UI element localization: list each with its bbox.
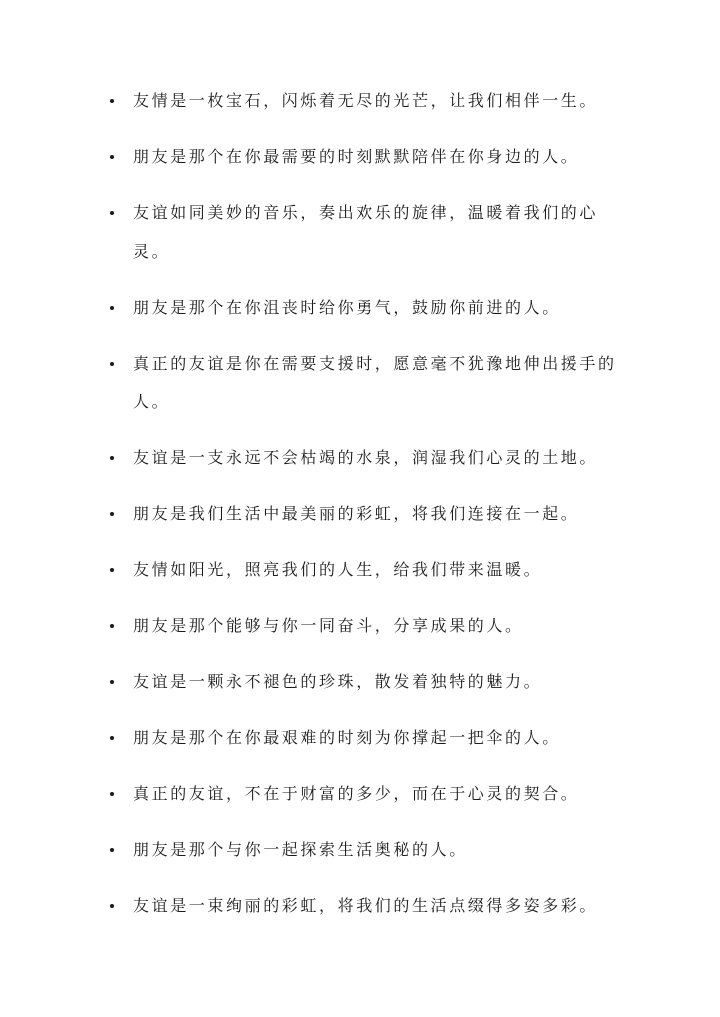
list-item-text: 友谊是一束绚丽的彩虹，将我们的生活点缀得多姿多彩。 <box>133 896 599 915</box>
list-item <box>110 831 630 870</box>
bullet-dot-icon <box>110 568 114 572</box>
bullet-dot-icon <box>110 680 114 684</box>
list-item-text: 友情如阳光，照亮我们的人生，给我们带来温暖。 <box>133 560 543 579</box>
list-item-text: 朋友是那个在你最需要的时刻默默陪伴在你身边的人。 <box>133 147 580 166</box>
list-item <box>110 887 630 926</box>
bullet-dot-icon <box>110 736 114 740</box>
bullet-dot-icon <box>110 211 114 215</box>
list-item-text: 朋友是那个在你最艰难的时刻为你撑起一把伞的人。 <box>133 728 561 747</box>
bullet-dot-icon <box>110 624 114 628</box>
list-item <box>110 663 630 702</box>
bullet-dot-icon <box>110 512 114 516</box>
bullet-dot-icon <box>110 306 114 310</box>
list-item <box>110 439 630 478</box>
bullet-dot-icon <box>110 99 114 103</box>
bullet-dot-icon <box>110 848 114 852</box>
list-item <box>110 607 630 646</box>
list-item-text: 友谊如同美妙的音乐，奏出欢乐的旋律，温暖着我们的心灵。 <box>133 203 599 261</box>
list-item-text: 真正的友谊，不在于财富的多少，而在于心灵的契合。 <box>133 784 580 803</box>
list-item <box>110 194 630 271</box>
list-item-text: 友谊是一颗永不褪色的珍珠，散发着独特的魅力。 <box>133 672 543 691</box>
list-item-text: 朋友是我们生活中最美丽的彩虹，将我们连接在一起。 <box>133 504 580 523</box>
list-item <box>110 719 630 758</box>
bullet-dot-icon <box>110 904 114 908</box>
list-item-text: 朋友是那个在你沮丧时给你勇气，鼓励你前进的人。 <box>133 297 561 317</box>
list-item <box>110 551 630 590</box>
bullet-list <box>110 82 630 943</box>
list-item <box>110 495 630 534</box>
bullet-dot-icon <box>110 362 114 366</box>
list-item-text: 朋友是那个能够与你一同奋斗，分享成果的人。 <box>133 616 524 635</box>
bullet-dot-icon <box>110 792 114 796</box>
bullet-dot-icon <box>110 155 114 159</box>
list-item <box>110 345 630 422</box>
list-item-text: 友谊是一支永远不会枯竭的水泉，润湿我们心灵的土地。 <box>133 448 599 467</box>
list-item <box>110 775 630 814</box>
list-item-text: 朋友是那个与你一起探索生活奥秘的人。 <box>133 840 468 859</box>
list-item <box>110 82 630 121</box>
list-item-text: 真正的友谊是你在需要支援时，愿意毫不犹豫地伸出援手的人。 <box>133 353 617 411</box>
bullet-dot-icon <box>110 456 114 460</box>
list-item-text: 友情是一枚宝石，闪烁着无尽的光芒，让我们相伴一生。 <box>133 91 599 110</box>
list-item <box>110 289 630 328</box>
list-item <box>110 138 630 177</box>
